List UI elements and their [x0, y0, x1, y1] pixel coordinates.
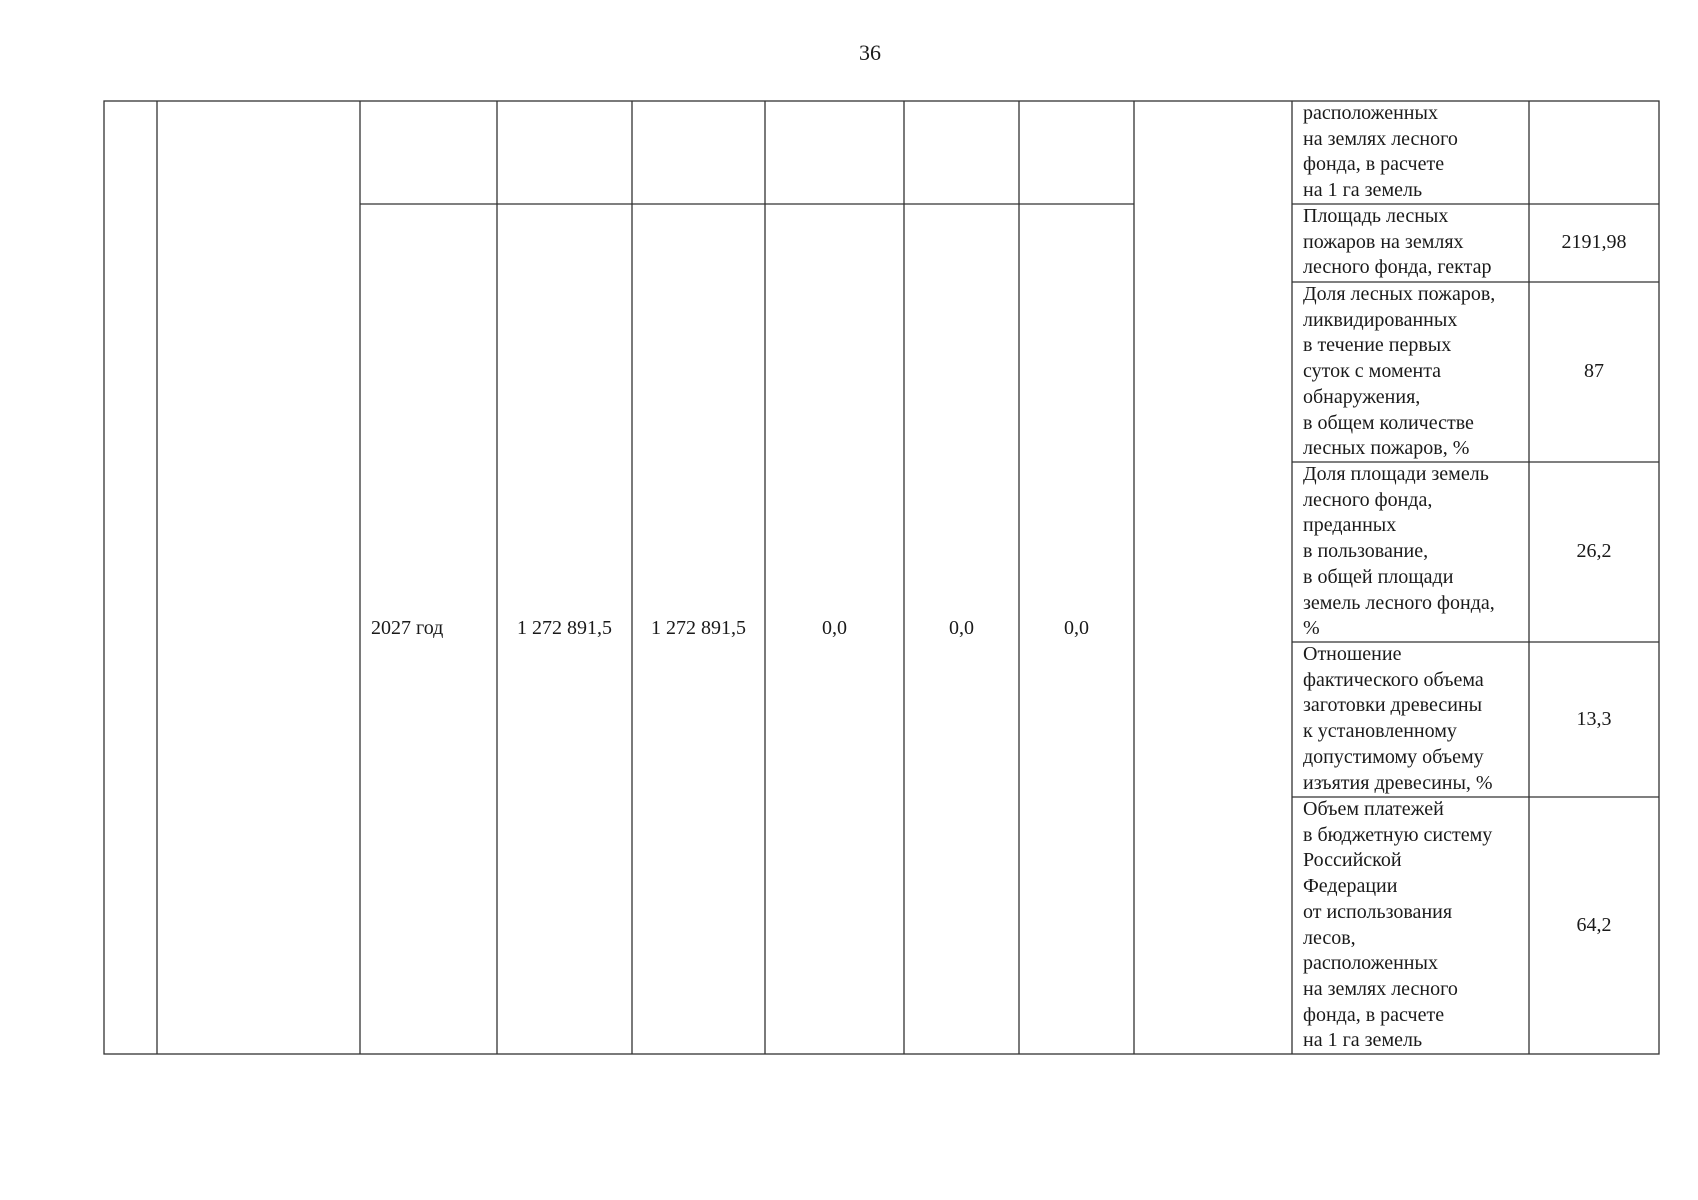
indicator-value: 64,2 [1576, 913, 1612, 936]
col3-value: 0,0 [822, 617, 847, 640]
col2-value: 1 272 891,5 [651, 617, 746, 640]
indicator-label: Отношение фактического объема заготовки древесины к установленному допустимому объему изъятия древесины, % [1303, 643, 1493, 794]
indicator-value: 2191,98 [1561, 231, 1627, 254]
indicator-label: Площадь лесных пожаров на землях лесного фонда, гектар [1303, 205, 1492, 279]
indicator-label: Доля лесных пожаров, ликвидированных в течение первых суток с момента обнаружения, в общем количестве лесных пожаров, % [1303, 283, 1496, 460]
col5-value: 0,0 [1064, 617, 1089, 640]
indicator-value: 87 [1584, 360, 1604, 383]
indicator-value: 13,3 [1576, 707, 1612, 730]
page-number: 36 [859, 40, 881, 65]
total-value: 1 272 891,5 [517, 617, 612, 640]
indicator-value: 26,2 [1576, 540, 1612, 563]
indicator-label: Объем платежей в бюджетную систему Российской Федерации от использования лесов, расположенных на землях лесного фонда, в расчете на 1 га земель [1303, 798, 1493, 1052]
indicator-label: расположенных на землях лесного фонда, в расчете на 1 га земель [1303, 102, 1458, 202]
year-cell: 2027 год [371, 617, 444, 640]
indicator-label: Доля площади земель лесного фонда, преданных в пользование, в общей площади земель лесного фонда, % [1303, 463, 1495, 640]
col4-value: 0,0 [949, 617, 974, 640]
